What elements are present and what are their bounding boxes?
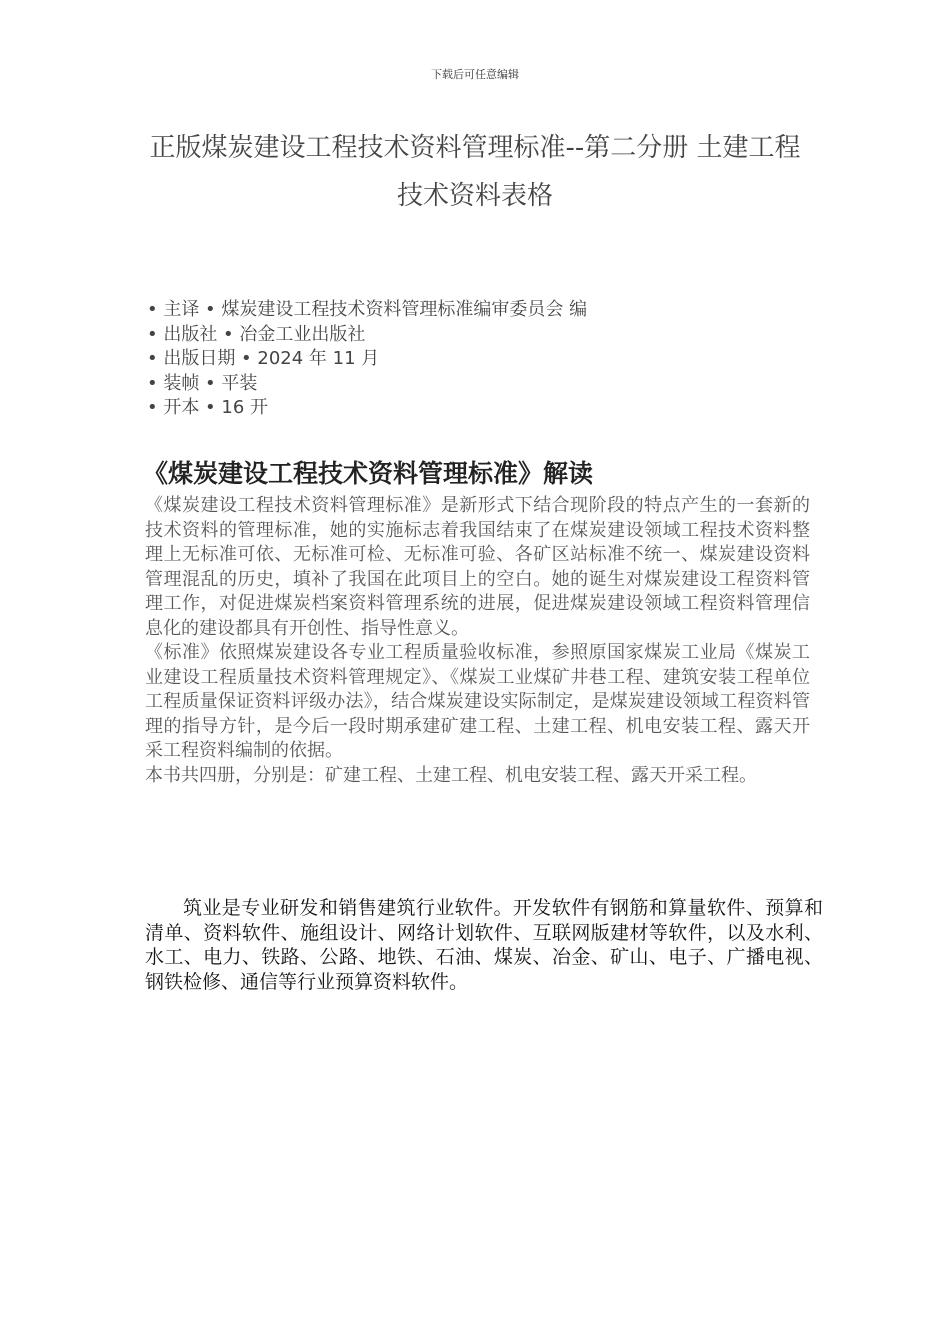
intro-paragraph: 《标准》依照煤炭建设各专业工程质量验收标准，参照原国家煤炭工业局《煤炭工业建设工程质量技术资料管理规定》、《煤炭工业煤矿井巷工程、建筑安装工程单位工程质量保证资料评级办法》，结合煤炭建设实际制定，是煤炭建设领域工程资料管理的指导方针，是今后一段时期承建矿建工程、土建工程、机电安装工程、露天开采工程资料编制的依据。 — [145, 642, 810, 761]
intro-paragraph: 《煤炭建设工程技术资料管理标准》是新形式下结合现阶段的特点产生的一套新的技术资料的管理标准，她的实施标志着我国结束了在煤炭建设领域工程技术资料整理上无标准可依、无标准可检、无标准可验、各矿区站标准不统一、煤炭建设资料管理混乱的历史，填补了我国在此项目上的空白。她的诞生对煤炭建设工程资料管理工作，对促进煤炭档案资料管理系统的进展，促进煤炭建设领域工程资料管理信息化的建设都具有开创性、指导性意义。 — [145, 495, 810, 639]
meta-publish-date: • 出版日期 • 2024 年 11 月 — [147, 348, 380, 369]
document-title: 正版煤炭建设工程技术资料管理标准--第二分册 土建工程技术资料表格 — [149, 133, 801, 211]
section-heading: 《煤炭建设工程技术资料管理标准》解读 — [143, 459, 594, 488]
promo-paragraph: 筑业是专业研发和销售建筑行业软件。开发软件有钢筋和算量软件、预算和清单、资料软件、施组设计、网络计划软件、互联网版建材等软件，以及水利、水工、电力、铁路、公路、地铁、石油、煤炭、冶金、矿山、电子、广播电视、钢铁检修、通信等行业预算资料软件。 — [145, 897, 823, 993]
meta-publisher: • 出版社 • 冶金工业出版社 — [147, 323, 366, 345]
meta-translator: • 主译 • 煤炭建设工程技术资料管理标准编审委员会 编 — [147, 299, 588, 320]
book-meta-list — [147, 298, 807, 421]
meta-binding: • 装帧 • 平装 — [147, 372, 258, 394]
intro-paragraph: 本书共四册，分别是：矿建工程、土建工程、机电安装工程、露天开采工程。 — [145, 764, 757, 786]
intro-text — [145, 494, 810, 788]
promo-text — [145, 896, 823, 994]
meta-format: • 开本 • 16 开 — [147, 397, 269, 418]
page-header-note: 下载后可任意编辑 — [431, 68, 519, 81]
